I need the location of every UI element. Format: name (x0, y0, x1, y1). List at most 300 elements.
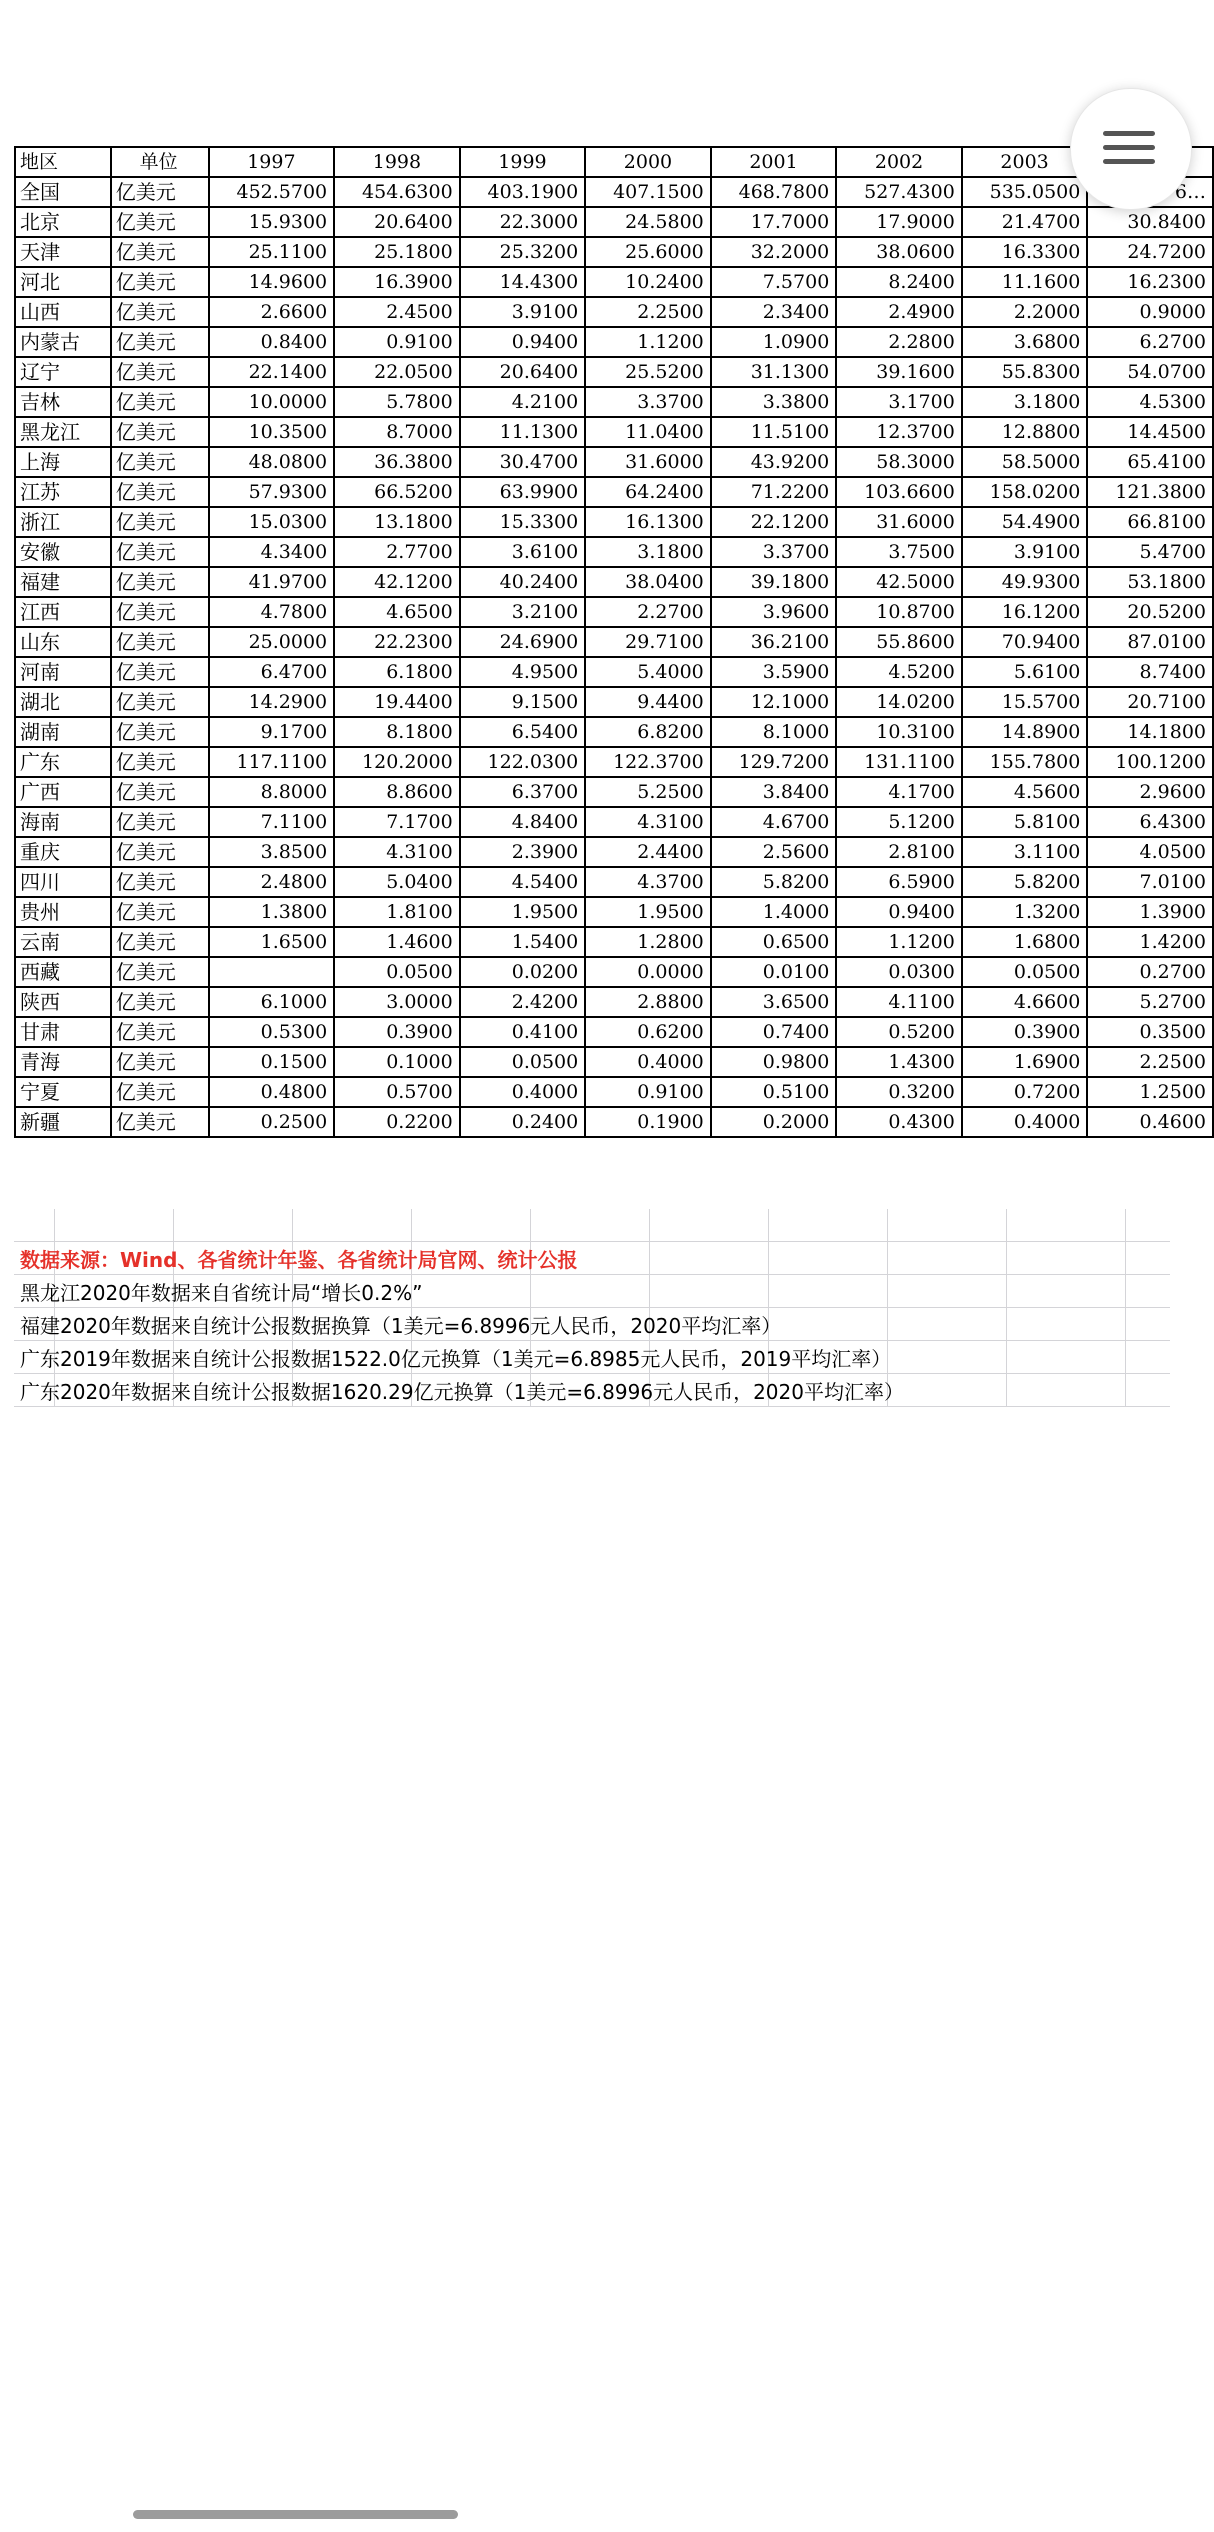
value-cell[interactable]: 58.3000 (836, 447, 962, 477)
region-cell[interactable]: 湖南 (15, 717, 111, 747)
value-cell[interactable]: 5.8100 (962, 807, 1088, 837)
value-cell[interactable]: 7.0100 (1087, 867, 1213, 897)
value-cell[interactable]: 39.1800 (711, 567, 837, 597)
value-cell[interactable]: 0.7200 (962, 1077, 1088, 1107)
value-cell[interactable]: 4.5400 (460, 867, 586, 897)
value-cell[interactable]: 20.6400 (334, 207, 460, 237)
value-cell[interactable]: 31.6000 (585, 447, 711, 477)
value-cell[interactable]: 121.3800 (1087, 477, 1213, 507)
region-cell[interactable]: 云南 (15, 927, 111, 957)
value-cell[interactable]: 5.8200 (962, 867, 1088, 897)
spreadsheet-view[interactable] (14, 146, 1206, 1138)
value-cell[interactable]: 16.1200 (962, 597, 1088, 627)
value-cell[interactable]: 2.8100 (836, 837, 962, 867)
value-cell[interactable]: 5.1200 (836, 807, 962, 837)
value-cell[interactable]: 6.5400 (460, 717, 586, 747)
value-cell[interactable]: 0.4800 (209, 1077, 335, 1107)
value-cell[interactable]: 7.1100 (209, 807, 335, 837)
value-cell[interactable]: 2.2000 (962, 297, 1088, 327)
region-cell[interactable]: 重庆 (15, 837, 111, 867)
unit-cell[interactable]: 亿美元 (111, 867, 209, 897)
value-cell[interactable]: 22.3000 (460, 207, 586, 237)
value-cell[interactable]: 24.5800 (585, 207, 711, 237)
value-cell[interactable]: 3.3700 (585, 387, 711, 417)
value-cell[interactable]: 30.4700 (460, 447, 586, 477)
value-cell[interactable]: 103.6600 (836, 477, 962, 507)
value-cell[interactable]: 3.9100 (962, 537, 1088, 567)
value-cell[interactable]: 1.4600 (334, 927, 460, 957)
value-cell[interactable]: 2.4500 (334, 297, 460, 327)
value-cell[interactable]: 65.4100 (1087, 447, 1213, 477)
value-cell[interactable]: 3.1700 (836, 387, 962, 417)
unit-cell[interactable]: 亿美元 (111, 177, 209, 207)
value-cell[interactable]: 41.9700 (209, 567, 335, 597)
value-cell[interactable]: 8.8000 (209, 777, 335, 807)
value-cell[interactable]: 122.3700 (585, 747, 711, 777)
value-cell[interactable]: 4.3400 (209, 537, 335, 567)
value-cell[interactable]: 0.2000 (711, 1107, 837, 1137)
unit-cell[interactable]: 亿美元 (111, 1017, 209, 1047)
unit-cell[interactable]: 亿美元 (111, 777, 209, 807)
value-cell[interactable]: 6.1000 (209, 987, 335, 1017)
unit-cell[interactable]: 亿美元 (111, 687, 209, 717)
value-cell[interactable]: 2.6600 (209, 297, 335, 327)
value-cell[interactable]: 4.3100 (334, 837, 460, 867)
value-cell[interactable]: 49.9300 (962, 567, 1088, 597)
unit-cell[interactable]: 亿美元 (111, 837, 209, 867)
region-cell[interactable]: 上海 (15, 447, 111, 477)
value-cell[interactable]: 0.6500 (711, 927, 837, 957)
region-cell[interactable]: 浙江 (15, 507, 111, 537)
value-cell[interactable]: 9.1500 (460, 687, 586, 717)
unit-cell[interactable]: 亿美元 (111, 747, 209, 777)
region-cell[interactable]: 北京 (15, 207, 111, 237)
value-cell[interactable]: 0.9400 (460, 327, 586, 357)
value-cell[interactable]: 54.4900 (962, 507, 1088, 537)
value-cell[interactable]: 25.3200 (460, 237, 586, 267)
value-cell[interactable]: 11.5100 (711, 417, 837, 447)
value-cell[interactable]: 535.0500 (962, 177, 1088, 207)
value-cell[interactable]: 10.8700 (836, 597, 962, 627)
value-cell[interactable]: 14.9600 (209, 267, 335, 297)
value-cell[interactable]: 452.5700 (209, 177, 335, 207)
value-cell[interactable]: 158.0200 (962, 477, 1088, 507)
value-cell[interactable]: 2.2800 (836, 327, 962, 357)
value-cell[interactable]: 1.6500 (209, 927, 335, 957)
value-cell[interactable]: 6.4300 (1087, 807, 1213, 837)
value-cell[interactable]: 3.8500 (209, 837, 335, 867)
value-cell[interactable]: 17.7000 (711, 207, 837, 237)
value-cell[interactable]: 2.7700 (334, 537, 460, 567)
value-cell[interactable]: 1.9500 (585, 897, 711, 927)
value-cell[interactable]: 6.4700 (209, 657, 335, 687)
region-cell[interactable]: 天津 (15, 237, 111, 267)
value-cell[interactable]: 4.6700 (711, 807, 837, 837)
value-cell[interactable]: 0.5300 (209, 1017, 335, 1047)
value-cell[interactable]: 16.3300 (962, 237, 1088, 267)
value-cell[interactable]: 55.8300 (962, 357, 1088, 387)
value-cell[interactable]: 8.7000 (334, 417, 460, 447)
value-cell[interactable]: 14.4500 (1087, 417, 1213, 447)
value-cell[interactable]: 1.9500 (460, 897, 586, 927)
unit-cell[interactable]: 亿美元 (111, 987, 209, 1017)
value-cell[interactable]: 1.3900 (1087, 897, 1213, 927)
value-cell[interactable]: 5.0400 (334, 867, 460, 897)
region-cell[interactable]: 贵州 (15, 897, 111, 927)
value-cell[interactable]: 87.0100 (1087, 627, 1213, 657)
value-cell[interactable]: 24.6900 (460, 627, 586, 657)
value-cell[interactable]: 2.4800 (209, 867, 335, 897)
value-cell[interactable]: 1.8100 (334, 897, 460, 927)
value-cell[interactable]: 40.2400 (460, 567, 586, 597)
value-cell[interactable]: 25.1100 (209, 237, 335, 267)
value-cell[interactable]: 122.0300 (460, 747, 586, 777)
value-cell[interactable]: 14.8900 (962, 717, 1088, 747)
value-cell[interactable]: 11.1600 (962, 267, 1088, 297)
value-cell[interactable]: 1.5400 (460, 927, 586, 957)
unit-cell[interactable]: 亿美元 (111, 1107, 209, 1137)
value-cell[interactable]: 2.8800 (585, 987, 711, 1017)
value-cell[interactable]: 4.6600 (962, 987, 1088, 1017)
unit-cell[interactable]: 亿美元 (111, 567, 209, 597)
unit-cell[interactable]: 亿美元 (111, 957, 209, 987)
region-cell[interactable]: 宁夏 (15, 1077, 111, 1107)
unit-cell[interactable]: 亿美元 (111, 447, 209, 477)
value-cell[interactable]: 2.4200 (460, 987, 586, 1017)
value-cell[interactable]: 22.1400 (209, 357, 335, 387)
value-cell[interactable]: 9.4400 (585, 687, 711, 717)
value-cell[interactable]: 1.4300 (836, 1047, 962, 1077)
unit-cell[interactable]: 亿美元 (111, 717, 209, 747)
value-cell[interactable]: 120.2000 (334, 747, 460, 777)
value-cell[interactable]: 0.0300 (836, 957, 962, 987)
value-cell[interactable]: 24.7200 (1087, 237, 1213, 267)
value-cell[interactable]: 66.8100 (1087, 507, 1213, 537)
value-cell[interactable]: 4.5300 (1087, 387, 1213, 417)
region-cell[interactable]: 山东 (15, 627, 111, 657)
value-cell[interactable]: 48.0800 (209, 447, 335, 477)
value-cell[interactable]: 1.6900 (962, 1047, 1088, 1077)
value-cell[interactable]: 16.2300 (1087, 267, 1213, 297)
value-cell[interactable]: 0.4000 (585, 1047, 711, 1077)
value-cell[interactable]: 1.1200 (585, 327, 711, 357)
value-cell[interactable]: 15.9300 (209, 207, 335, 237)
value-cell[interactable]: 22.0500 (334, 357, 460, 387)
region-cell[interactable]: 新疆 (15, 1107, 111, 1137)
value-cell[interactable]: 403.1900 (460, 177, 586, 207)
value-cell[interactable]: 1.3200 (962, 897, 1088, 927)
value-cell[interactable]: 3.1100 (962, 837, 1088, 867)
value-cell[interactable]: 64.2400 (585, 477, 711, 507)
value-cell[interactable]: 5.7800 (334, 387, 460, 417)
value-cell[interactable]: 32.2000 (711, 237, 837, 267)
value-cell[interactable]: 6… (1087, 177, 1213, 207)
value-cell[interactable]: 1.0900 (711, 327, 837, 357)
value-cell[interactable]: 4.9500 (460, 657, 586, 687)
region-cell[interactable]: 河南 (15, 657, 111, 687)
region-cell[interactable]: 全国 (15, 177, 111, 207)
menu-button[interactable] (1070, 88, 1192, 210)
unit-cell[interactable]: 亿美元 (111, 387, 209, 417)
value-cell[interactable]: 20.6400 (460, 357, 586, 387)
value-cell[interactable]: 14.2900 (209, 687, 335, 717)
value-cell[interactable]: 5.4000 (585, 657, 711, 687)
value-cell[interactable]: 4.3700 (585, 867, 711, 897)
value-cell[interactable]: 70.9400 (962, 627, 1088, 657)
value-cell[interactable]: 0.9400 (836, 897, 962, 927)
value-cell[interactable]: 0.7400 (711, 1017, 837, 1047)
value-cell[interactable]: 3.1800 (962, 387, 1088, 417)
value-cell[interactable]: 0.0500 (460, 1047, 586, 1077)
region-cell[interactable]: 四川 (15, 867, 111, 897)
value-cell[interactable]: 0.1900 (585, 1107, 711, 1137)
value-cell[interactable]: 10.2400 (585, 267, 711, 297)
value-cell[interactable]: 15.5700 (962, 687, 1088, 717)
value-cell[interactable]: 0.3900 (962, 1017, 1088, 1047)
value-cell[interactable]: 1.6800 (962, 927, 1088, 957)
unit-cell[interactable]: 亿美元 (111, 357, 209, 387)
value-cell[interactable]: 468.7800 (711, 177, 837, 207)
value-cell[interactable]: 3.9100 (460, 297, 586, 327)
value-cell[interactable]: 36.2100 (711, 627, 837, 657)
value-cell[interactable]: 6.1800 (334, 657, 460, 687)
value-cell[interactable]: 58.5000 (962, 447, 1088, 477)
value-cell[interactable]: 14.1800 (1087, 717, 1213, 747)
region-cell[interactable]: 安徽 (15, 537, 111, 567)
value-cell[interactable]: 0.2400 (460, 1107, 586, 1137)
value-cell[interactable]: 25.6000 (585, 237, 711, 267)
unit-cell[interactable]: 亿美元 (111, 267, 209, 297)
value-cell[interactable]: 25.5200 (585, 357, 711, 387)
region-cell[interactable]: 广西 (15, 777, 111, 807)
region-cell[interactable]: 西藏 (15, 957, 111, 987)
value-cell[interactable]: 29.7100 (585, 627, 711, 657)
region-cell[interactable]: 广东 (15, 747, 111, 777)
unit-cell[interactable]: 亿美元 (111, 297, 209, 327)
value-cell[interactable]: 3.9600 (711, 597, 837, 627)
unit-cell[interactable]: 亿美元 (111, 237, 209, 267)
value-cell[interactable]: 42.1200 (334, 567, 460, 597)
value-cell[interactable]: 1.3800 (209, 897, 335, 927)
value-cell[interactable]: 12.8800 (962, 417, 1088, 447)
region-cell[interactable]: 河北 (15, 267, 111, 297)
value-cell[interactable]: 3.0000 (334, 987, 460, 1017)
value-cell[interactable]: 55.8600 (836, 627, 962, 657)
value-cell[interactable]: 71.2200 (711, 477, 837, 507)
value-cell[interactable]: 1.2800 (585, 927, 711, 957)
unit-cell[interactable]: 亿美元 (111, 537, 209, 567)
value-cell[interactable]: 31.1300 (711, 357, 837, 387)
value-cell[interactable]: 42.5000 (836, 567, 962, 597)
value-cell[interactable]: 22.1200 (711, 507, 837, 537)
unit-cell[interactable]: 亿美元 (111, 597, 209, 627)
value-cell[interactable]: 6.2700 (1087, 327, 1213, 357)
region-cell[interactable]: 吉林 (15, 387, 111, 417)
value-cell[interactable]: 15.3300 (460, 507, 586, 537)
value-cell[interactable]: 0.9100 (334, 327, 460, 357)
value-cell[interactable]: 2.5600 (711, 837, 837, 867)
value-cell[interactable]: 4.3100 (585, 807, 711, 837)
value-cell[interactable]: 2.3400 (711, 297, 837, 327)
value-cell[interactable]: 63.9900 (460, 477, 586, 507)
value-cell[interactable]: 5.4700 (1087, 537, 1213, 567)
value-cell[interactable]: 2.2500 (1087, 1047, 1213, 1077)
value-cell[interactable]: 0.2700 (1087, 957, 1213, 987)
unit-cell[interactable]: 亿美元 (111, 1047, 209, 1077)
value-cell[interactable]: 3.5900 (711, 657, 837, 687)
value-cell[interactable]: 57.9300 (209, 477, 335, 507)
value-cell[interactable]: 129.7200 (711, 747, 837, 777)
value-cell[interactable]: 4.2100 (460, 387, 586, 417)
value-cell[interactable] (209, 957, 335, 987)
value-cell[interactable]: 0.9100 (585, 1077, 711, 1107)
value-cell[interactable]: 4.5200 (836, 657, 962, 687)
region-cell[interactable]: 福建 (15, 567, 111, 597)
value-cell[interactable]: 0.2200 (334, 1107, 460, 1137)
value-cell[interactable]: 16.1300 (585, 507, 711, 537)
value-cell[interactable]: 407.1500 (585, 177, 711, 207)
value-cell[interactable]: 0.5700 (334, 1077, 460, 1107)
value-cell[interactable]: 8.2400 (836, 267, 962, 297)
value-cell[interactable]: 8.8600 (334, 777, 460, 807)
value-cell[interactable]: 1.4200 (1087, 927, 1213, 957)
value-cell[interactable]: 19.4400 (334, 687, 460, 717)
value-cell[interactable]: 4.1700 (836, 777, 962, 807)
value-cell[interactable]: 8.1000 (711, 717, 837, 747)
value-cell[interactable]: 12.1000 (711, 687, 837, 717)
region-cell[interactable]: 黑龙江 (15, 417, 111, 447)
value-cell[interactable]: 5.2700 (1087, 987, 1213, 1017)
value-cell[interactable]: 0.0000 (585, 957, 711, 987)
value-cell[interactable]: 54.0700 (1087, 357, 1213, 387)
value-cell[interactable]: 21.4700 (962, 207, 1088, 237)
value-cell[interactable]: 12.3700 (836, 417, 962, 447)
value-cell[interactable]: 25.0000 (209, 627, 335, 657)
value-cell[interactable]: 14.0200 (836, 687, 962, 717)
value-cell[interactable]: 0.4000 (460, 1077, 586, 1107)
value-cell[interactable]: 0.8400 (209, 327, 335, 357)
value-cell[interactable]: 3.1800 (585, 537, 711, 567)
value-cell[interactable]: 39.1600 (836, 357, 962, 387)
value-cell[interactable]: 16.3900 (334, 267, 460, 297)
value-cell[interactable]: 20.7100 (1087, 687, 1213, 717)
value-cell[interactable]: 6.8200 (585, 717, 711, 747)
unit-cell[interactable]: 亿美元 (111, 417, 209, 447)
home-indicator[interactable] (133, 2510, 458, 2519)
value-cell[interactable]: 131.1100 (836, 747, 962, 777)
value-cell[interactable]: 0.4100 (460, 1017, 586, 1047)
value-cell[interactable]: 0.0500 (334, 957, 460, 987)
value-cell[interactable]: 2.2700 (585, 597, 711, 627)
value-cell[interactable]: 0.1500 (209, 1047, 335, 1077)
value-cell[interactable]: 10.3100 (836, 717, 962, 747)
value-cell[interactable]: 0.3200 (836, 1077, 962, 1107)
value-cell[interactable]: 0.9000 (1087, 297, 1213, 327)
value-cell[interactable]: 4.0500 (1087, 837, 1213, 867)
value-cell[interactable]: 7.5700 (711, 267, 837, 297)
region-cell[interactable]: 江苏 (15, 477, 111, 507)
value-cell[interactable]: 2.3900 (460, 837, 586, 867)
value-cell[interactable]: 5.6100 (962, 657, 1088, 687)
region-cell[interactable]: 辽宁 (15, 357, 111, 387)
value-cell[interactable]: 3.3800 (711, 387, 837, 417)
value-cell[interactable]: 10.3500 (209, 417, 335, 447)
value-cell[interactable]: 0.2500 (209, 1107, 335, 1137)
value-cell[interactable]: 11.0400 (585, 417, 711, 447)
unit-cell[interactable]: 亿美元 (111, 807, 209, 837)
unit-cell[interactable]: 亿美元 (111, 207, 209, 237)
value-cell[interactable]: 2.4900 (836, 297, 962, 327)
value-cell[interactable]: 6.5900 (836, 867, 962, 897)
value-cell[interactable]: 7.1700 (334, 807, 460, 837)
region-cell[interactable]: 海南 (15, 807, 111, 837)
region-cell[interactable]: 山西 (15, 297, 111, 327)
value-cell[interactable]: 3.8400 (711, 777, 837, 807)
region-cell[interactable]: 江西 (15, 597, 111, 627)
value-cell[interactable]: 0.4600 (1087, 1107, 1213, 1137)
value-cell[interactable]: 22.2300 (334, 627, 460, 657)
value-cell[interactable]: 0.0500 (962, 957, 1088, 987)
value-cell[interactable]: 0.4000 (962, 1107, 1088, 1137)
value-cell[interactable]: 3.6800 (962, 327, 1088, 357)
value-cell[interactable]: 0.4300 (836, 1107, 962, 1137)
unit-cell[interactable]: 亿美元 (111, 927, 209, 957)
value-cell[interactable]: 38.0600 (836, 237, 962, 267)
value-cell[interactable]: 4.7800 (209, 597, 335, 627)
region-cell[interactable]: 陕西 (15, 987, 111, 1017)
value-cell[interactable]: 11.1300 (460, 417, 586, 447)
value-cell[interactable]: 1.4000 (711, 897, 837, 927)
value-cell[interactable]: 454.6300 (334, 177, 460, 207)
value-cell[interactable]: 0.1000 (334, 1047, 460, 1077)
value-cell[interactable]: 15.0300 (209, 507, 335, 537)
value-cell[interactable]: 9.1700 (209, 717, 335, 747)
unit-cell[interactable]: 亿美元 (111, 657, 209, 687)
value-cell[interactable]: 2.9600 (1087, 777, 1213, 807)
unit-cell[interactable]: 亿美元 (111, 627, 209, 657)
region-cell[interactable]: 甘肃 (15, 1017, 111, 1047)
value-cell[interactable]: 38.0400 (585, 567, 711, 597)
value-cell[interactable]: 0.0200 (460, 957, 586, 987)
value-cell[interactable]: 30.8400 (1087, 207, 1213, 237)
value-cell[interactable]: 3.6500 (711, 987, 837, 1017)
value-cell[interactable]: 25.1800 (334, 237, 460, 267)
value-cell[interactable]: 2.4400 (585, 837, 711, 867)
unit-cell[interactable]: 亿美元 (111, 897, 209, 927)
unit-cell[interactable]: 亿美元 (111, 327, 209, 357)
value-cell[interactable]: 53.1800 (1087, 567, 1213, 597)
value-cell[interactable]: 5.2500 (585, 777, 711, 807)
value-cell[interactable]: 0.6200 (585, 1017, 711, 1047)
value-cell[interactable]: 0.3500 (1087, 1017, 1213, 1047)
value-cell[interactable]: 1.2500 (1087, 1077, 1213, 1107)
value-cell[interactable]: 8.7400 (1087, 657, 1213, 687)
value-cell[interactable]: 0.0100 (711, 957, 837, 987)
value-cell[interactable]: 14.4300 (460, 267, 586, 297)
value-cell[interactable]: 0.5200 (836, 1017, 962, 1047)
value-cell[interactable]: 4.5600 (962, 777, 1088, 807)
unit-cell[interactable]: 亿美元 (111, 1077, 209, 1107)
value-cell[interactable]: 0.3900 (334, 1017, 460, 1047)
value-cell[interactable]: 117.1100 (209, 747, 335, 777)
value-cell[interactable]: 10.0000 (209, 387, 335, 417)
unit-cell[interactable]: 亿美元 (111, 507, 209, 537)
value-cell[interactable]: 3.3700 (711, 537, 837, 567)
value-cell[interactable]: 4.8400 (460, 807, 586, 837)
value-cell[interactable]: 17.9000 (836, 207, 962, 237)
value-cell[interactable]: 4.1100 (836, 987, 962, 1017)
value-cell[interactable]: 8.1800 (334, 717, 460, 747)
